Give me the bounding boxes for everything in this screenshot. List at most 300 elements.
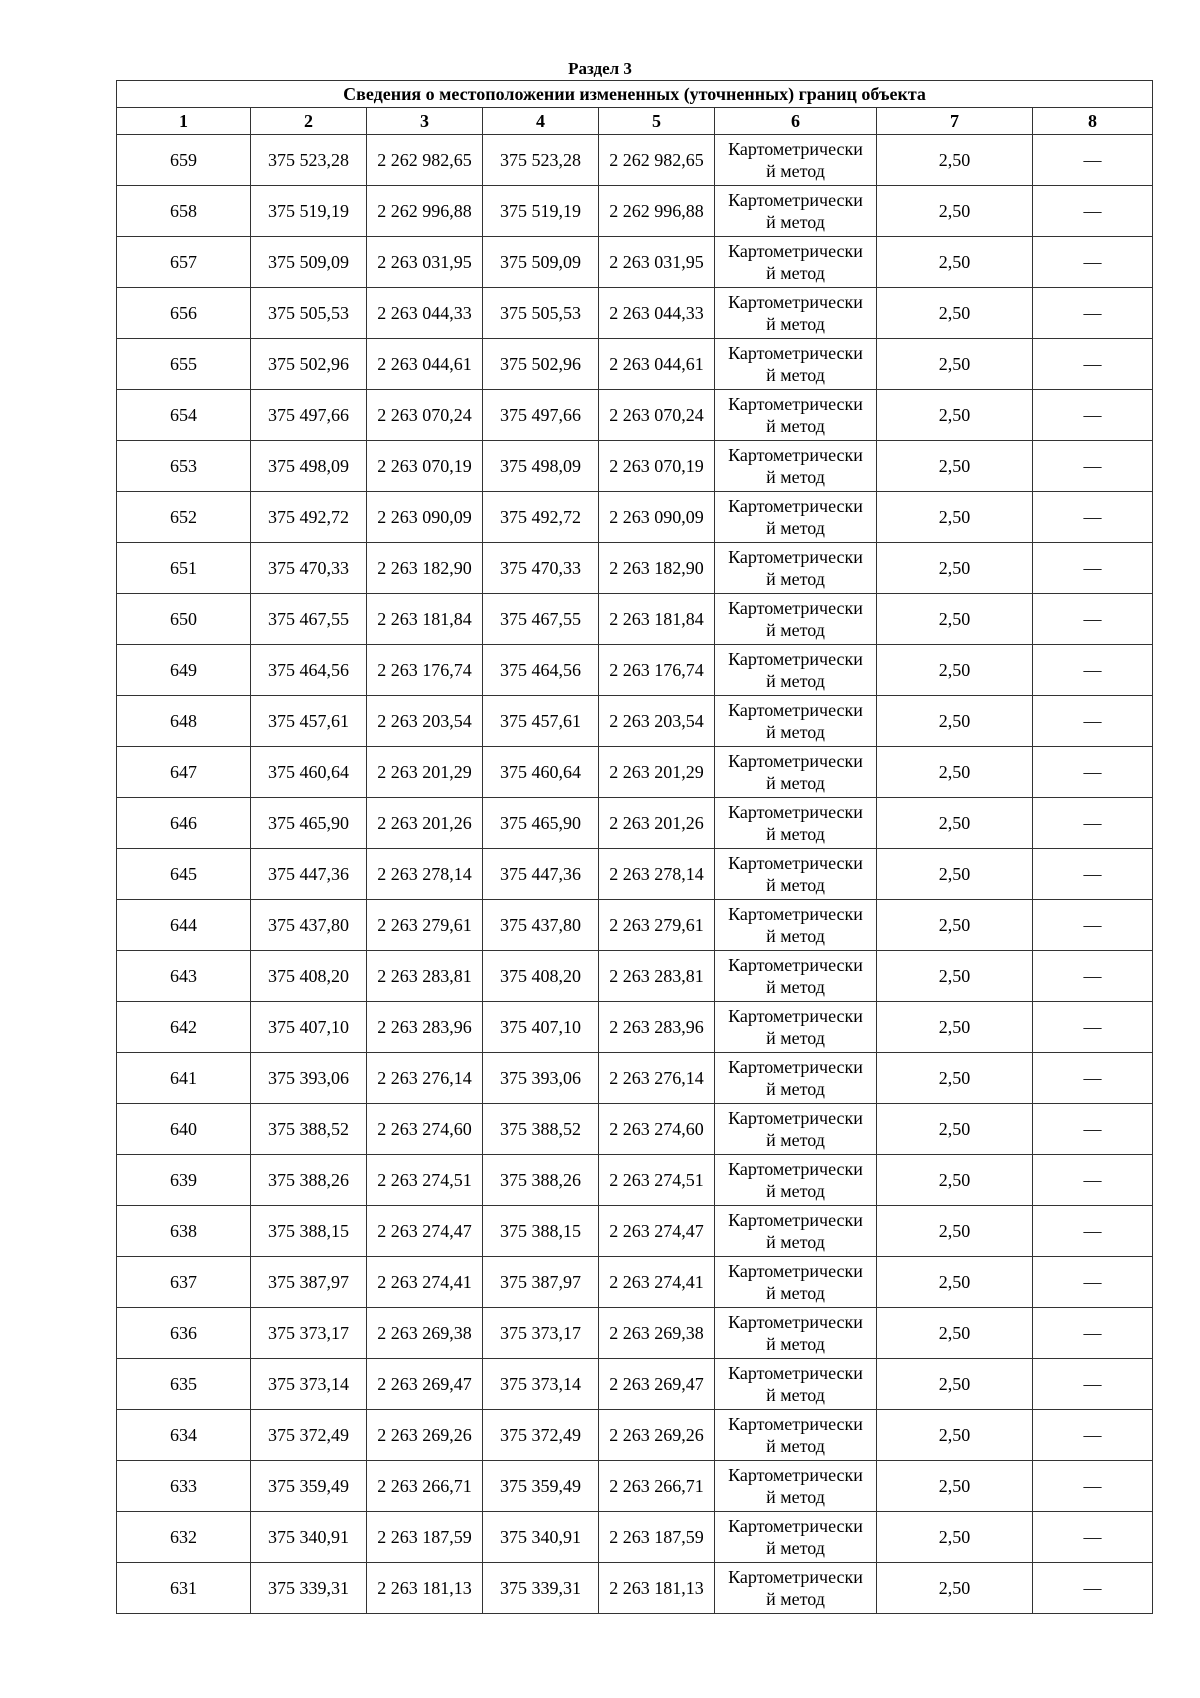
method-text-line: й метод [766, 1589, 825, 1609]
note-cell: — [1033, 1104, 1153, 1155]
point-number-cell: 655 [117, 339, 251, 390]
x-coordinate-cell: 375 373,14 [251, 1359, 367, 1410]
method-cell [715, 594, 877, 645]
table-row [117, 1155, 1153, 1206]
method-text-line: й метод [766, 722, 825, 742]
accuracy-cell: 2,50 [877, 1257, 1033, 1308]
table-row [117, 390, 1153, 441]
column-number-8: 8 [1033, 108, 1153, 135]
accuracy-cell: 2,50 [877, 696, 1033, 747]
y-coordinate-cell: 2 263 181,84 [367, 594, 483, 645]
table-row [117, 186, 1153, 237]
x-coordinate-refined-cell: 375 498,09 [483, 441, 599, 492]
method-cell [715, 492, 877, 543]
x-coordinate-cell: 375 523,28 [251, 135, 367, 186]
method-text-line: й метод [766, 1181, 825, 1201]
point-number-cell: 649 [117, 645, 251, 696]
point-number-cell: 648 [117, 696, 251, 747]
method-cell [715, 1053, 877, 1104]
y-coordinate-cell: 2 263 266,71 [367, 1461, 483, 1512]
y-coordinate-cell: 2 263 269,38 [367, 1308, 483, 1359]
x-coordinate-refined-cell: 375 497,66 [483, 390, 599, 441]
table-row [117, 237, 1153, 288]
point-number-cell: 633 [117, 1461, 251, 1512]
y-coordinate-cell: 2 262 996,88 [367, 186, 483, 237]
method-text-line: Картометрически [728, 1363, 863, 1383]
method-text-line: Картометрически [728, 292, 863, 312]
method-text-line: Картометрически [728, 139, 863, 159]
method-cell [715, 390, 877, 441]
method-text-line: й метод [766, 1538, 825, 1558]
x-coordinate-cell: 375 465,90 [251, 798, 367, 849]
y-coordinate-refined-cell: 2 263 276,14 [599, 1053, 715, 1104]
method-cell [715, 1308, 877, 1359]
accuracy-cell: 2,50 [877, 237, 1033, 288]
method-text-line: Картометрически [728, 853, 863, 873]
method-text-line: Картометрически [728, 496, 863, 516]
accuracy-cell: 2,50 [877, 594, 1033, 645]
method-cell [715, 237, 877, 288]
y-coordinate-cell: 2 263 181,13 [367, 1563, 483, 1614]
y-coordinate-refined-cell: 2 263 044,33 [599, 288, 715, 339]
x-coordinate-cell: 375 492,72 [251, 492, 367, 543]
accuracy-cell: 2,50 [877, 900, 1033, 951]
y-coordinate-refined-cell: 2 263 181,84 [599, 594, 715, 645]
table-row [117, 543, 1153, 594]
x-coordinate-refined-cell: 375 339,31 [483, 1563, 599, 1614]
method-cell [715, 339, 877, 390]
y-coordinate-cell: 2 263 276,14 [367, 1053, 483, 1104]
x-coordinate-cell: 375 372,49 [251, 1410, 367, 1461]
y-coordinate-refined-cell: 2 263 044,61 [599, 339, 715, 390]
x-coordinate-refined-cell: 375 388,26 [483, 1155, 599, 1206]
table-row [117, 135, 1153, 186]
table-row [117, 441, 1153, 492]
table-row [117, 645, 1153, 696]
method-text-line: Картометрически [728, 241, 863, 261]
point-number-cell: 650 [117, 594, 251, 645]
point-number-cell: 644 [117, 900, 251, 951]
y-coordinate-cell: 2 263 044,61 [367, 339, 483, 390]
y-coordinate-refined-cell: 2 263 269,47 [599, 1359, 715, 1410]
method-text-line: Картометрически [728, 700, 863, 720]
method-text-line: й метод [766, 416, 825, 436]
accuracy-cell: 2,50 [877, 1002, 1033, 1053]
note-cell: — [1033, 1002, 1153, 1053]
note-cell: — [1033, 747, 1153, 798]
note-cell: — [1033, 951, 1153, 1002]
note-cell: — [1033, 135, 1153, 186]
method-cell [715, 1359, 877, 1410]
y-coordinate-cell: 2 263 279,61 [367, 900, 483, 951]
accuracy-cell: 2,50 [877, 1359, 1033, 1410]
y-coordinate-refined-cell: 2 263 031,95 [599, 237, 715, 288]
method-cell [715, 135, 877, 186]
table-row [117, 1053, 1153, 1104]
note-cell: — [1033, 798, 1153, 849]
y-coordinate-refined-cell: 2 263 283,96 [599, 1002, 715, 1053]
x-coordinate-refined-cell: 375 387,97 [483, 1257, 599, 1308]
accuracy-cell: 2,50 [877, 441, 1033, 492]
point-number-cell: 632 [117, 1512, 251, 1563]
method-text-line: й метод [766, 875, 825, 895]
x-coordinate-cell: 375 457,61 [251, 696, 367, 747]
method-text-line: Картометрически [728, 394, 863, 414]
x-coordinate-cell: 375 388,52 [251, 1104, 367, 1155]
method-cell [715, 798, 877, 849]
accuracy-cell: 2,50 [877, 1410, 1033, 1461]
y-coordinate-refined-cell: 2 263 274,60 [599, 1104, 715, 1155]
method-cell [715, 288, 877, 339]
y-coordinate-refined-cell: 2 263 279,61 [599, 900, 715, 951]
note-cell: — [1033, 1461, 1153, 1512]
y-coordinate-refined-cell: 2 263 274,51 [599, 1155, 715, 1206]
y-coordinate-refined-cell: 2 263 181,13 [599, 1563, 715, 1614]
method-text-line: й метод [766, 569, 825, 589]
y-coordinate-cell: 2 263 203,54 [367, 696, 483, 747]
note-cell: — [1033, 237, 1153, 288]
y-coordinate-cell: 2 263 187,59 [367, 1512, 483, 1563]
accuracy-cell: 2,50 [877, 339, 1033, 390]
x-coordinate-cell: 375 498,09 [251, 441, 367, 492]
method-text-line: й метод [766, 365, 825, 385]
accuracy-cell: 2,50 [877, 390, 1033, 441]
y-coordinate-cell: 2 263 031,95 [367, 237, 483, 288]
table-row [117, 900, 1153, 951]
method-cell [715, 1104, 877, 1155]
accuracy-cell: 2,50 [877, 1563, 1033, 1614]
x-coordinate-cell: 375 339,31 [251, 1563, 367, 1614]
note-cell: — [1033, 492, 1153, 543]
x-coordinate-refined-cell: 375 437,80 [483, 900, 599, 951]
note-cell: — [1033, 186, 1153, 237]
x-coordinate-cell: 375 373,17 [251, 1308, 367, 1359]
point-number-cell: 641 [117, 1053, 251, 1104]
boundary-coordinates-table [116, 80, 1153, 1614]
accuracy-cell: 2,50 [877, 1053, 1033, 1104]
table-row [117, 798, 1153, 849]
method-cell [715, 186, 877, 237]
x-coordinate-cell: 375 388,26 [251, 1155, 367, 1206]
point-number-cell: 635 [117, 1359, 251, 1410]
x-coordinate-refined-cell: 375 359,49 [483, 1461, 599, 1512]
method-text-line: Картометрически [728, 547, 863, 567]
y-coordinate-refined-cell: 2 263 187,59 [599, 1512, 715, 1563]
note-cell: — [1033, 1512, 1153, 1563]
x-coordinate-refined-cell: 375 408,20 [483, 951, 599, 1002]
method-text-line: й метод [766, 1334, 825, 1354]
method-cell [715, 900, 877, 951]
method-text-line: Картометрически [728, 955, 863, 975]
point-number-cell: 642 [117, 1002, 251, 1053]
x-coordinate-refined-cell: 375 373,17 [483, 1308, 599, 1359]
y-coordinate-cell: 2 263 269,26 [367, 1410, 483, 1461]
y-coordinate-refined-cell: 2 263 090,09 [599, 492, 715, 543]
point-number-cell: 638 [117, 1206, 251, 1257]
table-row [117, 1257, 1153, 1308]
table-row [117, 1206, 1153, 1257]
x-coordinate-refined-cell: 375 373,14 [483, 1359, 599, 1410]
x-coordinate-cell: 375 497,66 [251, 390, 367, 441]
method-text-line: Картометрически [728, 190, 863, 210]
x-coordinate-refined-cell: 375 523,28 [483, 135, 599, 186]
y-coordinate-refined-cell: 2 263 283,81 [599, 951, 715, 1002]
y-coordinate-refined-cell: 2 263 182,90 [599, 543, 715, 594]
accuracy-cell: 2,50 [877, 288, 1033, 339]
note-cell: — [1033, 339, 1153, 390]
x-coordinate-refined-cell: 375 407,10 [483, 1002, 599, 1053]
section-title: Раздел 3 [568, 59, 632, 78]
x-coordinate-refined-cell: 375 388,52 [483, 1104, 599, 1155]
method-text-line: Картометрически [728, 1261, 863, 1281]
y-coordinate-refined-cell: 2 263 274,41 [599, 1257, 715, 1308]
point-number-cell: 646 [117, 798, 251, 849]
x-coordinate-refined-cell: 375 393,06 [483, 1053, 599, 1104]
method-text-line: Картометрически [728, 1057, 863, 1077]
x-coordinate-cell: 375 407,10 [251, 1002, 367, 1053]
x-coordinate-refined-cell: 375 467,55 [483, 594, 599, 645]
method-text-line: Картометрически [728, 751, 863, 771]
y-coordinate-refined-cell: 2 263 201,26 [599, 798, 715, 849]
y-coordinate-cell: 2 263 176,74 [367, 645, 483, 696]
method-cell [715, 1257, 877, 1308]
note-cell: — [1033, 390, 1153, 441]
method-cell [715, 645, 877, 696]
x-coordinate-cell: 375 460,64 [251, 747, 367, 798]
y-coordinate-refined-cell: 2 263 269,26 [599, 1410, 715, 1461]
y-coordinate-refined-cell: 2 263 269,38 [599, 1308, 715, 1359]
note-cell: — [1033, 594, 1153, 645]
x-coordinate-cell: 375 470,33 [251, 543, 367, 594]
note-cell: — [1033, 1155, 1153, 1206]
table-row [117, 1461, 1153, 1512]
table-row [117, 594, 1153, 645]
point-number-cell: 657 [117, 237, 251, 288]
method-cell [715, 849, 877, 900]
y-coordinate-cell: 2 263 274,47 [367, 1206, 483, 1257]
y-coordinate-cell: 2 263 274,60 [367, 1104, 483, 1155]
method-text-line: Картометрически [728, 1210, 863, 1230]
note-cell: — [1033, 288, 1153, 339]
accuracy-cell: 2,50 [877, 645, 1033, 696]
table-row [117, 1410, 1153, 1461]
point-number-cell: 653 [117, 441, 251, 492]
method-text-line: й метод [766, 1079, 825, 1099]
method-cell [715, 1461, 877, 1512]
method-text-line: й метод [766, 263, 825, 283]
method-text-line: Картометрически [728, 343, 863, 363]
point-number-cell: 639 [117, 1155, 251, 1206]
method-text-line: й метод [766, 926, 825, 946]
note-cell: — [1033, 1359, 1153, 1410]
y-coordinate-cell: 2 263 182,90 [367, 543, 483, 594]
x-coordinate-cell: 375 387,97 [251, 1257, 367, 1308]
method-text-line: й метод [766, 977, 825, 997]
accuracy-cell: 2,50 [877, 1461, 1033, 1512]
y-coordinate-cell: 2 263 070,19 [367, 441, 483, 492]
method-cell [715, 1155, 877, 1206]
x-coordinate-refined-cell: 375 464,56 [483, 645, 599, 696]
method-cell [715, 951, 877, 1002]
x-coordinate-cell: 375 393,06 [251, 1053, 367, 1104]
note-cell: — [1033, 696, 1153, 747]
note-cell: — [1033, 849, 1153, 900]
method-text-line: Картометрически [728, 1159, 863, 1179]
method-text-line: й метод [766, 212, 825, 232]
method-text-line: Картометрически [728, 1312, 863, 1332]
note-cell: — [1033, 1053, 1153, 1104]
table-row [117, 492, 1153, 543]
method-cell [715, 747, 877, 798]
y-coordinate-cell: 2 263 283,81 [367, 951, 483, 1002]
point-number-cell: 636 [117, 1308, 251, 1359]
column-number-5: 5 [599, 108, 715, 135]
table-row [117, 849, 1153, 900]
note-cell: — [1033, 1563, 1153, 1614]
accuracy-cell: 2,50 [877, 951, 1033, 1002]
point-number-cell: 634 [117, 1410, 251, 1461]
point-number-cell: 631 [117, 1563, 251, 1614]
method-text-line: Картометрически [728, 1108, 863, 1128]
x-coordinate-refined-cell: 375 509,09 [483, 237, 599, 288]
point-number-cell: 656 [117, 288, 251, 339]
method-text-line: й метод [766, 314, 825, 334]
method-text-line: Картометрически [728, 1567, 863, 1587]
x-coordinate-refined-cell: 375 340,91 [483, 1512, 599, 1563]
accuracy-cell: 2,50 [877, 1308, 1033, 1359]
accuracy-cell: 2,50 [877, 543, 1033, 594]
method-text-line: й метод [766, 1028, 825, 1048]
y-coordinate-cell: 2 263 070,24 [367, 390, 483, 441]
accuracy-cell: 2,50 [877, 135, 1033, 186]
y-coordinate-cell: 2 263 274,41 [367, 1257, 483, 1308]
method-text-line: Картометрически [728, 445, 863, 465]
x-coordinate-cell: 375 437,80 [251, 900, 367, 951]
x-coordinate-cell: 375 447,36 [251, 849, 367, 900]
y-coordinate-refined-cell: 2 263 266,71 [599, 1461, 715, 1512]
table-row [117, 1359, 1153, 1410]
method-text-line: й метод [766, 773, 825, 793]
note-cell: — [1033, 645, 1153, 696]
y-coordinate-cell: 2 263 278,14 [367, 849, 483, 900]
y-coordinate-refined-cell: 2 263 070,24 [599, 390, 715, 441]
method-text-line: Картометрически [728, 1465, 863, 1485]
x-coordinate-cell: 375 519,19 [251, 186, 367, 237]
x-coordinate-refined-cell: 375 519,19 [483, 186, 599, 237]
point-number-cell: 651 [117, 543, 251, 594]
accuracy-cell: 2,50 [877, 798, 1033, 849]
x-coordinate-cell: 375 505,53 [251, 288, 367, 339]
x-coordinate-refined-cell: 375 457,61 [483, 696, 599, 747]
x-coordinate-refined-cell: 375 447,36 [483, 849, 599, 900]
method-text-line: Картометрически [728, 1006, 863, 1026]
point-number-cell: 640 [117, 1104, 251, 1155]
x-coordinate-cell: 375 408,20 [251, 951, 367, 1002]
accuracy-cell: 2,50 [877, 1155, 1033, 1206]
method-cell [715, 1206, 877, 1257]
x-coordinate-refined-cell: 375 470,33 [483, 543, 599, 594]
method-text-line: Картометрически [728, 1516, 863, 1536]
x-coordinate-cell: 375 340,91 [251, 1512, 367, 1563]
method-text-line: й метод [766, 671, 825, 691]
y-coordinate-cell: 2 263 044,33 [367, 288, 483, 339]
x-coordinate-refined-cell: 375 372,49 [483, 1410, 599, 1461]
method-text-line: й метод [766, 467, 825, 487]
method-cell [715, 1563, 877, 1614]
x-coordinate-cell: 375 502,96 [251, 339, 367, 390]
method-text-line: й метод [766, 518, 825, 538]
method-cell [715, 1002, 877, 1053]
method-cell [715, 1410, 877, 1461]
table-row [117, 747, 1153, 798]
note-cell: — [1033, 1308, 1153, 1359]
accuracy-cell: 2,50 [877, 747, 1033, 798]
method-text-line: й метод [766, 824, 825, 844]
x-coordinate-refined-cell: 375 505,53 [483, 288, 599, 339]
x-coordinate-cell: 375 359,49 [251, 1461, 367, 1512]
note-cell: — [1033, 900, 1153, 951]
method-cell [715, 543, 877, 594]
x-coordinate-refined-cell: 375 492,72 [483, 492, 599, 543]
column-number-7: 7 [877, 108, 1033, 135]
table-row [117, 339, 1153, 390]
x-coordinate-cell: 375 509,09 [251, 237, 367, 288]
note-cell: — [1033, 441, 1153, 492]
column-number-row [117, 108, 1153, 135]
y-coordinate-cell: 2 262 982,65 [367, 135, 483, 186]
y-coordinate-refined-cell: 2 263 274,47 [599, 1206, 715, 1257]
x-coordinate-refined-cell: 375 388,15 [483, 1206, 599, 1257]
method-text-line: й метод [766, 1385, 825, 1405]
x-coordinate-cell: 375 464,56 [251, 645, 367, 696]
table-row [117, 1002, 1153, 1053]
y-coordinate-refined-cell: 2 263 203,54 [599, 696, 715, 747]
point-number-cell: 637 [117, 1257, 251, 1308]
method-cell [715, 441, 877, 492]
method-text-line: й метод [766, 161, 825, 181]
table-row [117, 1563, 1153, 1614]
accuracy-cell: 2,50 [877, 1206, 1033, 1257]
method-text-line: Картометрически [728, 649, 863, 669]
x-coordinate-refined-cell: 375 502,96 [483, 339, 599, 390]
column-number-2: 2 [251, 108, 367, 135]
method-text-line: й метод [766, 1232, 825, 1252]
column-number-1: 1 [117, 108, 251, 135]
x-coordinate-cell: 375 467,55 [251, 594, 367, 645]
y-coordinate-refined-cell: 2 262 982,65 [599, 135, 715, 186]
accuracy-cell: 2,50 [877, 186, 1033, 237]
x-coordinate-refined-cell: 375 460,64 [483, 747, 599, 798]
y-coordinate-refined-cell: 2 262 996,88 [599, 186, 715, 237]
column-number-3: 3 [367, 108, 483, 135]
table-row [117, 288, 1153, 339]
y-coordinate-refined-cell: 2 263 278,14 [599, 849, 715, 900]
method-text-line: й метод [766, 1130, 825, 1150]
y-coordinate-cell: 2 263 269,47 [367, 1359, 483, 1410]
accuracy-cell: 2,50 [877, 492, 1033, 543]
y-coordinate-cell: 2 263 274,51 [367, 1155, 483, 1206]
y-coordinate-cell: 2 263 201,29 [367, 747, 483, 798]
method-text-line: й метод [766, 1283, 825, 1303]
x-coordinate-cell: 375 388,15 [251, 1206, 367, 1257]
y-coordinate-cell: 2 263 090,09 [367, 492, 483, 543]
method-text-line: й метод [766, 1436, 825, 1456]
table-row [117, 951, 1153, 1002]
accuracy-cell: 2,50 [877, 1104, 1033, 1155]
note-cell: — [1033, 1257, 1153, 1308]
accuracy-cell: 2,50 [877, 849, 1033, 900]
table-row [117, 1308, 1153, 1359]
